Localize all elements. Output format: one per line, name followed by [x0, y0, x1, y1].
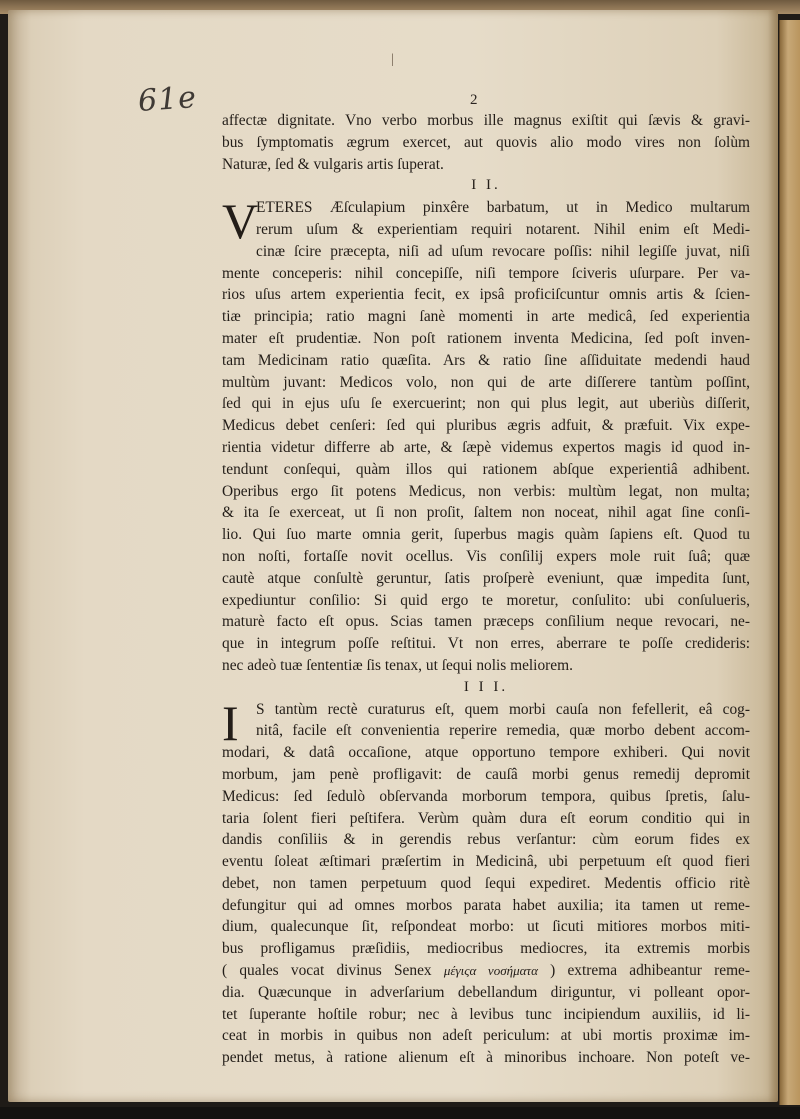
text-line: dia. Quæcunque in adverſarium debellandum diriguntur, vi polleant opor-	[222, 983, 750, 1001]
greek-citation-line	[222, 960, 750, 982]
text-line: Medicus debet cenſeri: ſed qui pluribus ægris adfuit, & præfuit. Vix expe-	[222, 417, 750, 435]
section-number-3: I I I.	[463, 678, 509, 695]
greek-phrase: μέγιςα νοσήματα	[443, 963, 538, 979]
text-line: taria ſolent fieri peſtifera. Verùm quàm dura eſt eorum conditio qui in	[222, 809, 750, 827]
text-line: cautè atque conſultè geruntur, ſatis proſperè eveniunt, quæ impedita ſunt,	[222, 569, 750, 587]
text-line: dandis conſiliis & in gerendis rebus verſantur: cùm eorum fides ex	[222, 831, 750, 849]
text-line: Naturæ, ſed & vulgaris artis ſuperat.	[222, 155, 444, 173]
text-line: pendet metus, à ratione alienum eſt à minoribus inchoare. Non poteſt ve-	[222, 1049, 750, 1067]
section-2-paragraph	[222, 193, 750, 677]
text-line: tam Medicinam ratio quæſita. Ars & ratio ſine aſſiduitate medendi haud	[222, 351, 750, 369]
text-line: defungitur qui ad omnes morbos parata habet auxilia; ita tamen ut reme-	[222, 896, 750, 914]
text-line: ceat in morbis in quibus non adeſt periculum: at ubi mortis proximæ im-	[222, 1027, 750, 1045]
text-line: ETERES Æſculapium pinxêre barbatum, ut in Medico multarum	[256, 199, 750, 217]
text-line: Operibus ergo ſit potens Medicus, non verbis: multùm legat, non multa;	[222, 482, 750, 500]
text-line: affectæ dignitate. Vno verbo morbus ille magnus exiſtit qui ſævis & gravi-	[222, 112, 750, 129]
text-line: morbum, jam penè profligavit: de cauſâ morbi genus remedij depromit	[222, 765, 750, 783]
text-line: rientia videtur differre ab arte, & ſæpè videmus expertos magis id quod in-	[222, 438, 750, 456]
text-line: lio. Qui ſuo marte omnia gerit, ſuperbus magis quàm ſapiens eſt. Quod tu	[222, 526, 750, 544]
text-line: maturè facto eſt opus. Scias tamen præceps conſilium neque revocari, ne-	[222, 613, 750, 631]
text-line: expediuntur conſilio: Si quid ergo te moretur, conſulito: ubi conſulueris,	[222, 591, 750, 609]
text-line: rerum uſum & experientiam requiri notarent. Nihil enim eſt Medi-	[256, 220, 750, 238]
text-line: dium, qualecunque ſit, reſpondeat morbo: ut ſicuti mitiores morbos miti-	[222, 918, 750, 936]
page-number: 2	[470, 92, 478, 108]
text-fragment: ) extrema adhibeantur reme-	[537, 962, 750, 980]
text-line: mater eſt prudentiæ. Non poſt rationem inventa Medicina, ſed poſt inven-	[222, 329, 750, 347]
handwritten-annotation: 61e	[136, 79, 199, 120]
text-line: & ita ſe exerceat, ut ſi non proſit, ſaltem non noceat, nihil agat ſine conſi-	[222, 504, 750, 522]
book-binding-edge	[779, 20, 800, 1105]
section-3-paragraph	[222, 694, 750, 1070]
text-line: tendunt conſequi, quàm illos qui rationem abſque experientiâ adhibent.	[222, 460, 750, 478]
text-line: multùm juvant: Medicos volo, non qui de arte diſſerere tantùm poſſint,	[222, 373, 750, 391]
text-line: ſed qui in ejus uſu ſe exercuerint; non qui plus legit, aut uberiùs diſſerit,	[222, 395, 750, 413]
section-number-2: I I.	[471, 177, 501, 194]
text-line: bus profligamus præſidiis, mediocribus mediocres, ita extremis morbis	[222, 940, 750, 958]
text-line: mente conceperis: nihil concepiſſe, niſi tempore ſciveris uſurpare. Per va-	[222, 264, 750, 282]
text-line: que in integrum poſſe reſtitui. Vt non erres, aberrare te poſſe credideris:	[222, 635, 750, 653]
intro-paragraph	[222, 110, 750, 175]
text-line: nitâ, facile eſt convenientia reperire remedia, quæ morbo debent accom-	[256, 722, 750, 740]
scan-bottom-edge	[0, 1107, 800, 1119]
text-line: tet ſuperante hoſtile robur; nec à levibus tunc incipiendum auxiliis, id li-	[222, 1005, 750, 1023]
text-line: nec adeò tuæ ſententiæ ſis tenax, ut ſequi nolis meliorem.	[222, 656, 573, 674]
text-line: modari, & datâ occaſione, atque opportuno tempore exhiberi. Qui novit	[222, 744, 750, 762]
text-line: tiæ principia; ratio magni ſanè momenti in arte medicâ, ſed experientia	[222, 308, 750, 326]
text-line: eventu ſoleat æſtimari præſertim in Medicinâ, ubi perpetuum eſt quod fieri	[222, 853, 750, 871]
book-page	[8, 10, 778, 1102]
text-line: cinæ ſcire præcepta, niſi ad uſum revocare poſſis: nihil legiſſe juvat, niſi	[256, 242, 750, 260]
text-line: non noſti, fortaſſe novit ocellus. Vis conſilij expers mole ruit ſuâ; quæ	[222, 547, 750, 565]
page-text-block	[222, 110, 750, 1069]
margin-tick-mark: |	[391, 52, 394, 67]
drop-cap-i: I	[222, 694, 239, 751]
text-line: debet, non tamen perpetuum quod ſequi expediret. Medentis officio ritè	[222, 874, 750, 892]
text-line: rios uſus artem experientia fecit, ex ipsâ proficiſcuntur omnis artis & ſcien-	[222, 286, 750, 304]
text-line: bus ſymptomatis ægrum exercet, aut quovis alio modo vires non ſolùm	[222, 133, 750, 151]
text-line: Medicus: ſed ſedulò obſervanda morborum tempora, quibus ſpretis, ſalu-	[222, 787, 750, 805]
text-line: S tantùm rectè curaturus eſt, quem morbi cauſa non fefellerit, eâ cog-	[256, 700, 750, 718]
drop-cap-v: V	[222, 193, 259, 250]
text-fragment: ( quales vocat divinus Senex	[222, 962, 444, 980]
